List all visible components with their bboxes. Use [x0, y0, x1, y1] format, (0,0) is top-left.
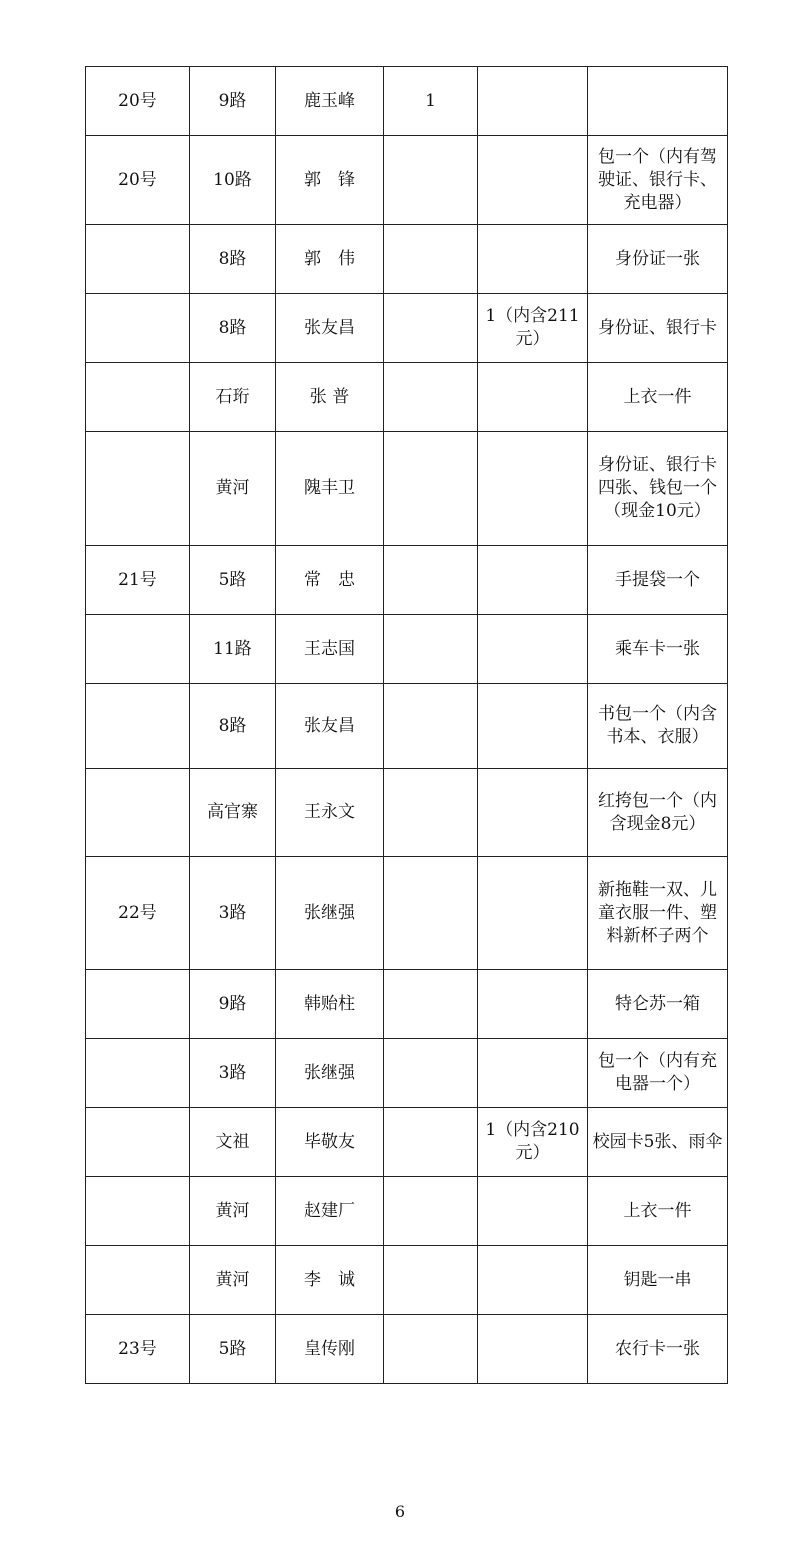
wallet-cell	[478, 363, 588, 432]
table-row	[86, 363, 728, 432]
name-cell: 毕敬友	[276, 1108, 384, 1177]
wallet-cell	[478, 1177, 588, 1246]
count-cell	[384, 970, 478, 1039]
table-row	[86, 769, 728, 857]
count-cell	[384, 1315, 478, 1384]
date-cell	[86, 970, 190, 1039]
page-number: 6	[394, 1502, 406, 1521]
items-cell: 钥匙一串	[588, 1246, 728, 1315]
name-cell: 李 诚	[276, 1246, 384, 1315]
count-cell	[384, 136, 478, 225]
wallet-cell	[478, 136, 588, 225]
name-cell: 隗丰卫	[276, 432, 384, 546]
items-cell: 红挎包一个（内含现金8元）	[588, 769, 728, 857]
items-cell: 新拖鞋一双、儿童衣服一件、塑料新杯子两个	[588, 857, 728, 970]
table-row	[86, 1039, 728, 1108]
table-row	[86, 294, 728, 363]
wallet-cell	[478, 970, 588, 1039]
date-cell: 20号	[86, 136, 190, 225]
items-cell: 上衣一件	[588, 1177, 728, 1246]
table-row	[86, 615, 728, 684]
table-row	[86, 136, 728, 225]
items-cell: 书包一个（内含书本、衣服）	[588, 684, 728, 769]
name-cell: 王志国	[276, 615, 384, 684]
date-cell	[86, 225, 190, 294]
route-cell: 5路	[190, 546, 276, 615]
route-cell: 9路	[190, 67, 276, 136]
count-cell	[384, 615, 478, 684]
route-cell: 8路	[190, 684, 276, 769]
count-cell	[384, 546, 478, 615]
wallet-cell	[478, 67, 588, 136]
items-cell: 农行卡一张	[588, 1315, 728, 1384]
count-cell	[384, 1039, 478, 1108]
table-row	[86, 225, 728, 294]
table-row	[86, 1315, 728, 1384]
date-cell: 21号	[86, 546, 190, 615]
wallet-cell	[478, 857, 588, 970]
route-cell: 5路	[190, 1315, 276, 1384]
wallet-cell	[478, 1315, 588, 1384]
table-row	[86, 1246, 728, 1315]
table-row	[86, 970, 728, 1039]
count-cell	[384, 769, 478, 857]
name-cell: 郭 伟	[276, 225, 384, 294]
items-cell: 手提袋一个	[588, 546, 728, 615]
date-cell	[86, 294, 190, 363]
date-cell	[86, 432, 190, 546]
route-cell: 3路	[190, 857, 276, 970]
items-cell	[588, 67, 728, 136]
table-row	[86, 67, 728, 136]
table-row	[86, 684, 728, 769]
wallet-cell	[478, 1039, 588, 1108]
items-cell: 身份证、银行卡四张、钱包一个（现金10元）	[588, 432, 728, 546]
route-cell: 9路	[190, 970, 276, 1039]
date-cell: 23号	[86, 1315, 190, 1384]
date-cell	[86, 769, 190, 857]
items-cell: 上衣一件	[588, 363, 728, 432]
route-cell: 黄河	[190, 432, 276, 546]
table-row	[86, 432, 728, 546]
wallet-cell	[478, 546, 588, 615]
items-cell: 特仑苏一箱	[588, 970, 728, 1039]
name-cell: 郭 锋	[276, 136, 384, 225]
items-cell: 包一个（内有驾驶证、银行卡、充电器）	[588, 136, 728, 225]
route-cell: 8路	[190, 294, 276, 363]
route-cell: 黄河	[190, 1177, 276, 1246]
date-cell	[86, 1246, 190, 1315]
wallet-cell	[478, 769, 588, 857]
count-cell	[384, 857, 478, 970]
name-cell: 鹿玉峰	[276, 67, 384, 136]
route-cell: 10路	[190, 136, 276, 225]
count-cell	[384, 363, 478, 432]
wallet-cell	[478, 432, 588, 546]
name-cell: 张友昌	[276, 294, 384, 363]
route-cell: 黄河	[190, 1246, 276, 1315]
date-cell	[86, 1177, 190, 1246]
date-cell	[86, 684, 190, 769]
date-cell: 22号	[86, 857, 190, 970]
date-cell: 20号	[86, 67, 190, 136]
name-cell: 韩贻柱	[276, 970, 384, 1039]
table-row	[86, 1177, 728, 1246]
name-cell: 赵建厂	[276, 1177, 384, 1246]
count-cell	[384, 1108, 478, 1177]
name-cell: 张继强	[276, 1039, 384, 1108]
wallet-cell	[478, 1246, 588, 1315]
count-cell: 1	[384, 67, 478, 136]
route-cell: 石珩	[190, 363, 276, 432]
items-cell: 乘车卡一张	[588, 615, 728, 684]
table-row	[86, 857, 728, 970]
date-cell	[86, 1039, 190, 1108]
count-cell	[384, 225, 478, 294]
items-cell: 身份证、银行卡	[588, 294, 728, 363]
lost-items-table	[85, 66, 728, 1384]
items-cell: 身份证一张	[588, 225, 728, 294]
name-cell: 皇传刚	[276, 1315, 384, 1384]
table-body	[86, 67, 728, 1384]
date-cell	[86, 1108, 190, 1177]
route-cell: 11路	[190, 615, 276, 684]
wallet-cell	[478, 615, 588, 684]
name-cell: 张 普	[276, 363, 384, 432]
date-cell	[86, 615, 190, 684]
route-cell: 8路	[190, 225, 276, 294]
route-cell: 文祖	[190, 1108, 276, 1177]
wallet-cell: 1（内含211元）	[478, 294, 588, 363]
name-cell: 张继强	[276, 857, 384, 970]
count-cell	[384, 1177, 478, 1246]
items-cell: 校园卡5张、雨伞	[588, 1108, 728, 1177]
items-cell: 包一个（内有充电器一个）	[588, 1039, 728, 1108]
route-cell: 高官寨	[190, 769, 276, 857]
count-cell	[384, 684, 478, 769]
route-cell: 3路	[190, 1039, 276, 1108]
wallet-cell	[478, 684, 588, 769]
count-cell	[384, 1246, 478, 1315]
name-cell: 王永文	[276, 769, 384, 857]
name-cell: 常 忠	[276, 546, 384, 615]
table-row	[86, 1108, 728, 1177]
count-cell	[384, 294, 478, 363]
count-cell	[384, 432, 478, 546]
wallet-cell: 1（内含210元）	[478, 1108, 588, 1177]
date-cell	[86, 363, 190, 432]
wallet-cell	[478, 225, 588, 294]
name-cell: 张友昌	[276, 684, 384, 769]
table-row	[86, 546, 728, 615]
